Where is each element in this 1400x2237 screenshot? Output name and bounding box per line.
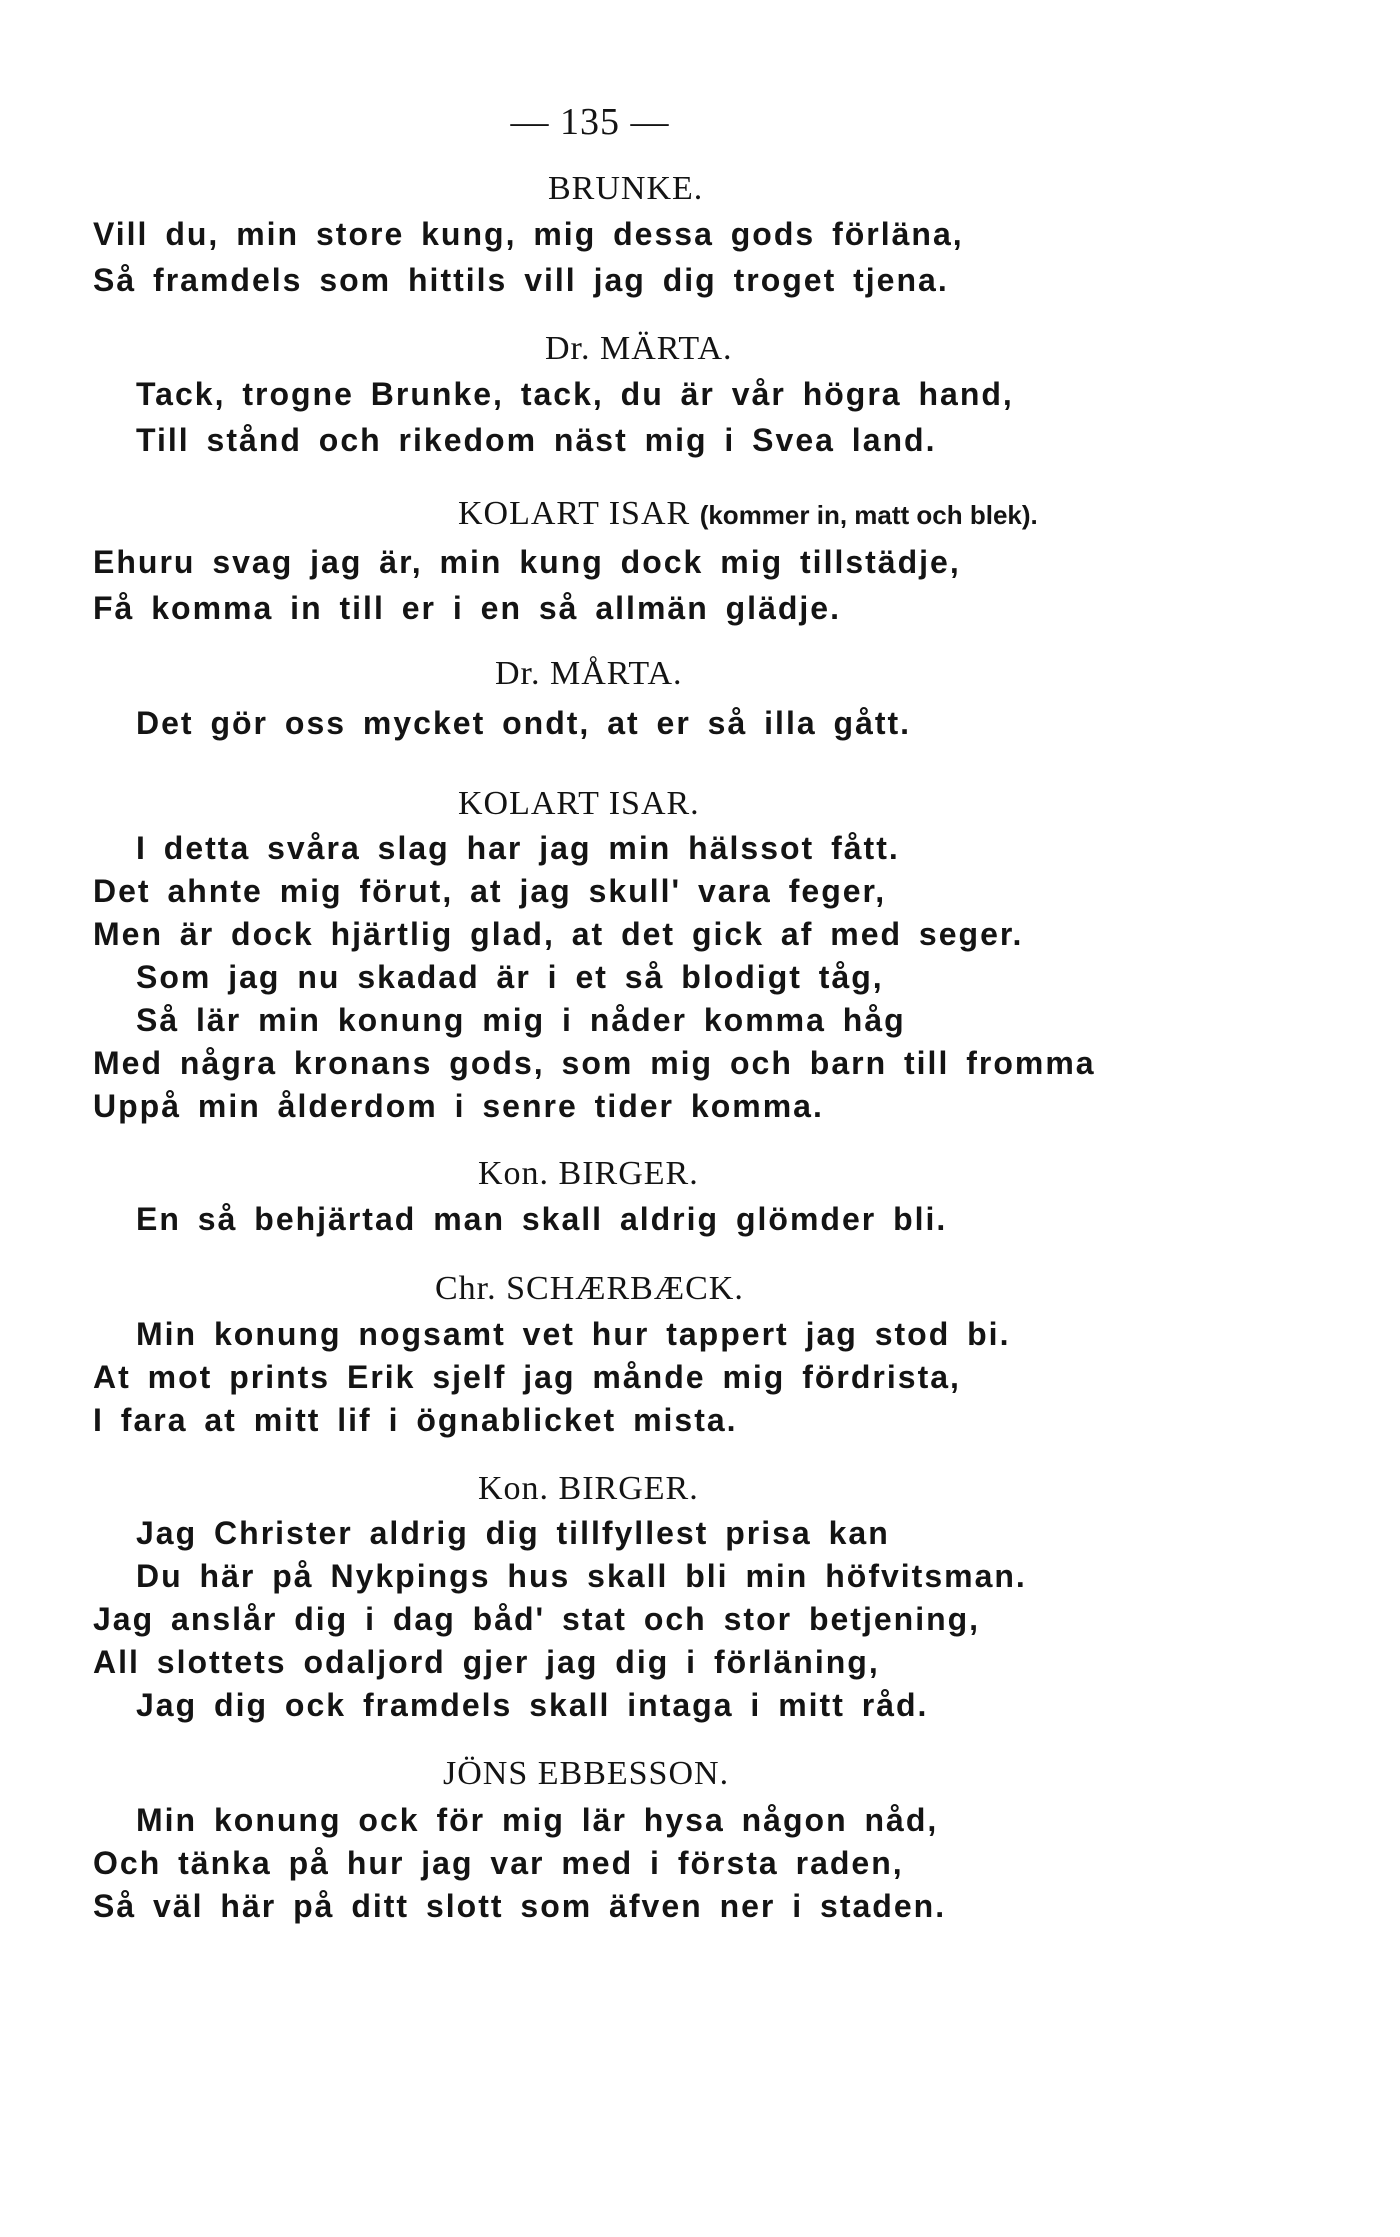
verse-line: Det ahnte mig förut, at jag skull' vara feger, [93,873,887,909]
speaker-label: Chr. SCHÆRBÆCK. [435,1270,744,1307]
verse-line: Tack, trogne Brunke, tack, du är vår högra hand, [136,376,1014,412]
verse-line: Men är dock hjärtlig glad, at det gick af med seger. [93,916,1024,952]
speaker-name [458,785,700,823]
speaker-name [458,495,1038,533]
verse-line: Få komma in till er i en så allmän glädje. [93,590,841,626]
speaker-label: Kon. BIRGER. [478,1155,699,1192]
verse-line: Min konung nogsamt vet hur tappert jag stod bi. [136,1316,1011,1352]
verse-line: All slottets odaljord gjer jag dig i förläning, [93,1644,880,1680]
verse-line: Så väl här på ditt slott som äfven ner i staden. [93,1888,947,1924]
verse-line: I detta svåra slag har jag min hälssot fått. [136,830,900,866]
speaker-name [545,330,733,368]
speaker-label: KOLART ISAR. [458,785,700,822]
verse-line: Så framdels som hittils vill jag dig troget tjena. [93,262,949,298]
speaker-label: JÖNS EBBESSON. [443,1755,730,1792]
speaker-label: Dr. MÄRTA. [545,330,733,367]
verse-line: Så lär min konung mig i nåder komma håg [136,1002,906,1038]
verse-line: Jag Christer aldrig dig tillfyllest prisa kan [136,1515,890,1551]
page-number: — 135 — [510,101,670,143]
verse-line: Som jag nu skadad är i et så blodigt tåg, [136,959,884,995]
verse-line: Jag dig ock framdels skall intaga i mitt råd. [136,1687,929,1723]
speaker-label: Dr. MÅRTA. [495,655,683,692]
verse-line: Det gör oss mycket ondt, at er så illa gått. [136,705,912,741]
speaker-label: KOLART ISAR [458,495,691,532]
verse-line: Med några kronans gods, som mig och barn till fromma [93,1045,1096,1081]
verse-line: Uppå min ålderdom i senre tider komma. [93,1088,824,1124]
speaker-label: Kon. BIRGER. [478,1470,699,1507]
verse-line: Vill du, min store kung, mig dessa gods förläna, [93,216,964,252]
verse-line: Jag anslår dig i dag båd' stat och stor betjening, [93,1601,981,1637]
verse-line: Ehuru svag jag är, min kung dock mig tillstädje, [93,544,961,580]
speaker-name [435,1270,744,1308]
speaker-name [443,1755,729,1793]
speaker-name [495,655,683,693]
speaker-name [478,1470,699,1508]
verse-line: Min konung ock för mig lär hysa någon nåd, [136,1802,939,1838]
verse-line: Till stånd och rikedom näst mig i Svea land. [136,422,937,458]
verse-line: I fara at mitt lif i ögnablicket mista. [93,1402,738,1438]
verse-line: At mot prints Erik sjelf jag månde mig fördrista, [93,1359,961,1395]
speaker-name [548,170,703,208]
speaker-label: BRUNKE. [548,170,704,207]
verse-line: En så behjärtad man skall aldrig glömder bli. [136,1201,948,1237]
stage-direction: (kommer in, matt och blek). [699,500,1038,530]
verse-line: Du här på Nykpings hus skall bli min höfvitsman. [136,1558,1027,1594]
verse-line: Och tänka på hur jag var med i första raden, [93,1845,904,1881]
speaker-name [478,1155,699,1193]
